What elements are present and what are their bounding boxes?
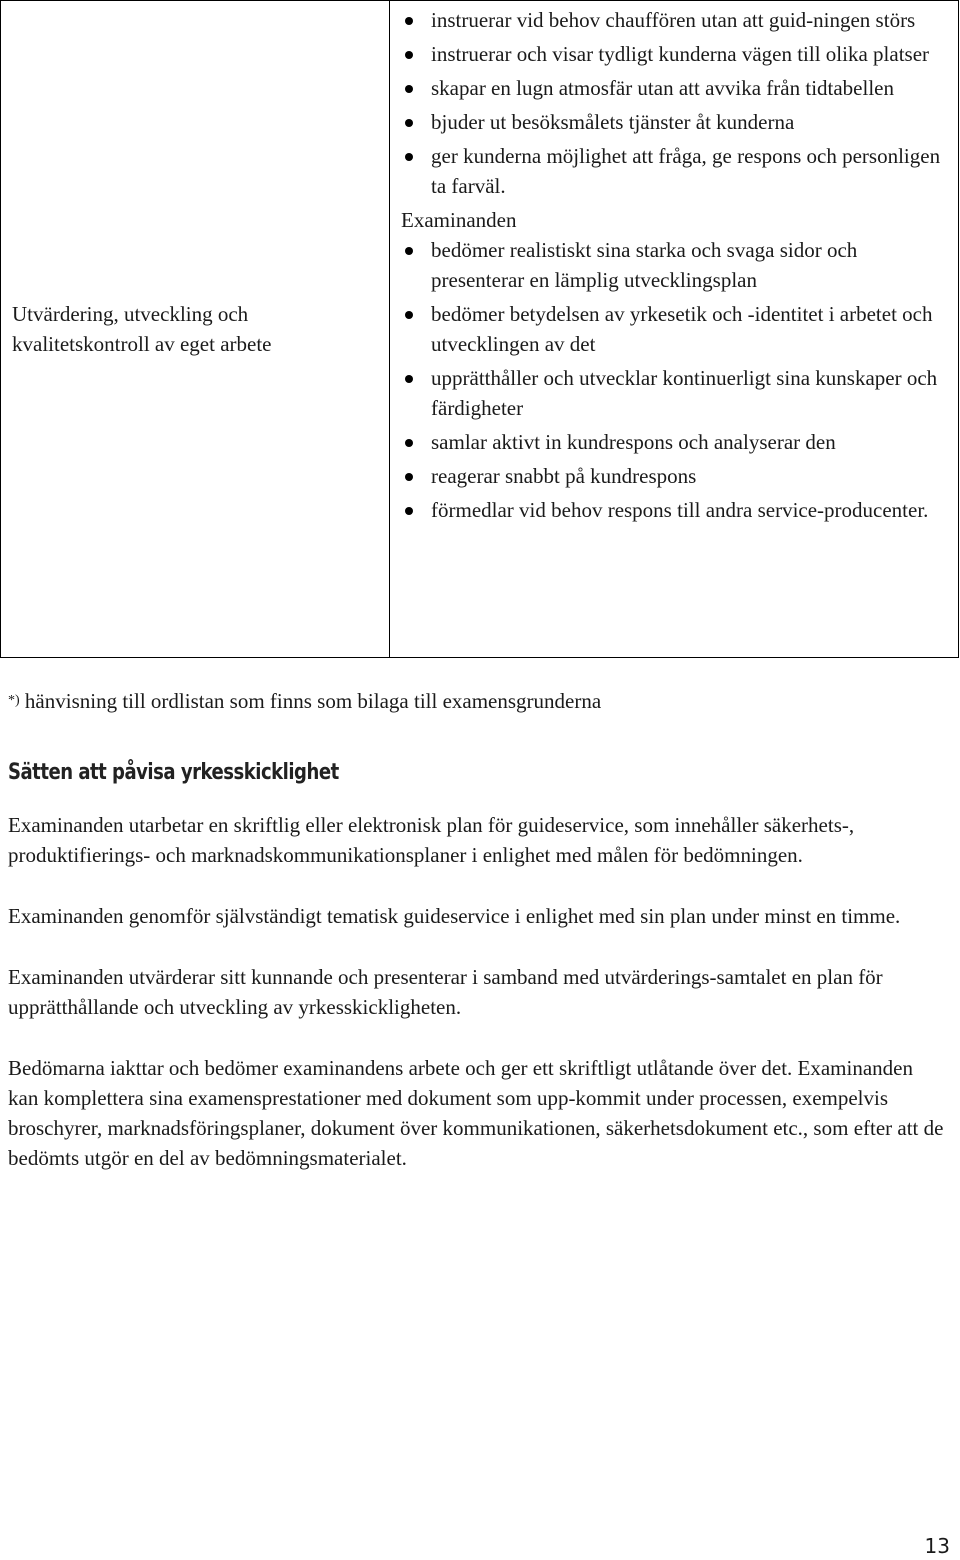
list-item: skapar en lugn atmosfär utan att avvika från tidtabellen	[401, 73, 948, 103]
table-row	[1, 1, 959, 658]
row-label: Utvärdering, utveckling och kvalitetskontroll av eget arbete	[12, 302, 272, 356]
list-item: instruerar vid behov chauffören utan att guid-ningen störs	[401, 5, 948, 35]
bullet-icon	[405, 311, 413, 319]
bullet-icon	[405, 375, 413, 383]
bullet-icon	[405, 119, 413, 127]
row-label-cell	[1, 1, 390, 658]
section-heading: Sätten att påvisa yrkesskicklighet	[8, 760, 339, 785]
paragraph: Bedömarna iakttar och bedömer examinandens arbete och ger ett skriftligt utlåtande över det. Examinanden kan komplettera sina examensprestationer med dokument som upp-kommit under processen, exempelvis broschyrer, marknadsföringsplaner, dokument över kommunikationen, säkerhetsdokument etc., som efter att de bedömts utgör en del av bedömningsmaterialet.	[8, 1056, 944, 1170]
list-item: bjuder ut besöksmålets tjänster åt kunderna	[401, 107, 948, 137]
paragraph: Examinanden genomför självständigt tematisk guideservice i enlighet med sin plan under minst en timme.	[8, 904, 901, 928]
paragraph: Examinanden utarbetar en skriftlig eller elektronisk plan för guideservice, som innehåller säkerhets-, produktifierings- och marknadskommunikationsplaner i enlighet med målen för bedömningen.	[8, 813, 855, 867]
paragraph: Examinanden utvärderar sitt kunnande och presenterar i samband med utvärderings-samtalet en plan för upprätthållande och utveckling av yrkesskickligheten.	[8, 965, 883, 1019]
list-item: samlar aktivt in kundrespons och analyserar den	[401, 427, 948, 457]
list-item: ger kunderna möjlighet att fråga, ge respons och personligen ta farväl.	[401, 141, 948, 201]
list-item: bedömer betydelsen av yrkesetik och -identitet i arbetet och utvecklingen av det	[401, 299, 948, 359]
subheading: Examinanden	[401, 208, 517, 232]
bullet-icon	[405, 439, 413, 447]
bullet-icon	[405, 473, 413, 481]
section-body	[8, 810, 948, 1204]
criteria-table	[0, 0, 959, 658]
list-item: reagerar snabbt på kundrespons	[401, 461, 948, 491]
list-item: bedömer realistiskt sina starka och svaga sidor och presenterar en lämplig utvecklingsplan	[401, 235, 948, 295]
list-item: upprätthåller och utvecklar kontinuerligt sina kunskaper och färdigheter	[401, 363, 948, 423]
bullet-icon	[405, 17, 413, 25]
list-item: förmedlar vid behov respons till andra service-producenter.	[401, 495, 948, 525]
bullet-icon	[405, 85, 413, 93]
list-item: instruerar och visar tydligt kunderna vägen till olika platser	[401, 39, 948, 69]
bullet-icon	[405, 507, 413, 515]
bullet-icon	[405, 247, 413, 255]
bullet-list-top	[401, 5, 948, 201]
footnote-mark: *)	[8, 693, 20, 708]
footnote-text: hänvisning till ordlistan som finns som bilaga till examensgrunderna	[19, 689, 602, 713]
bullet-icon	[405, 153, 413, 161]
bullet-icon	[405, 51, 413, 59]
row-content-cell	[390, 1, 959, 658]
footnote	[8, 686, 601, 716]
page-number: 13	[924, 1534, 950, 1558]
bullet-list-bottom	[401, 235, 948, 525]
